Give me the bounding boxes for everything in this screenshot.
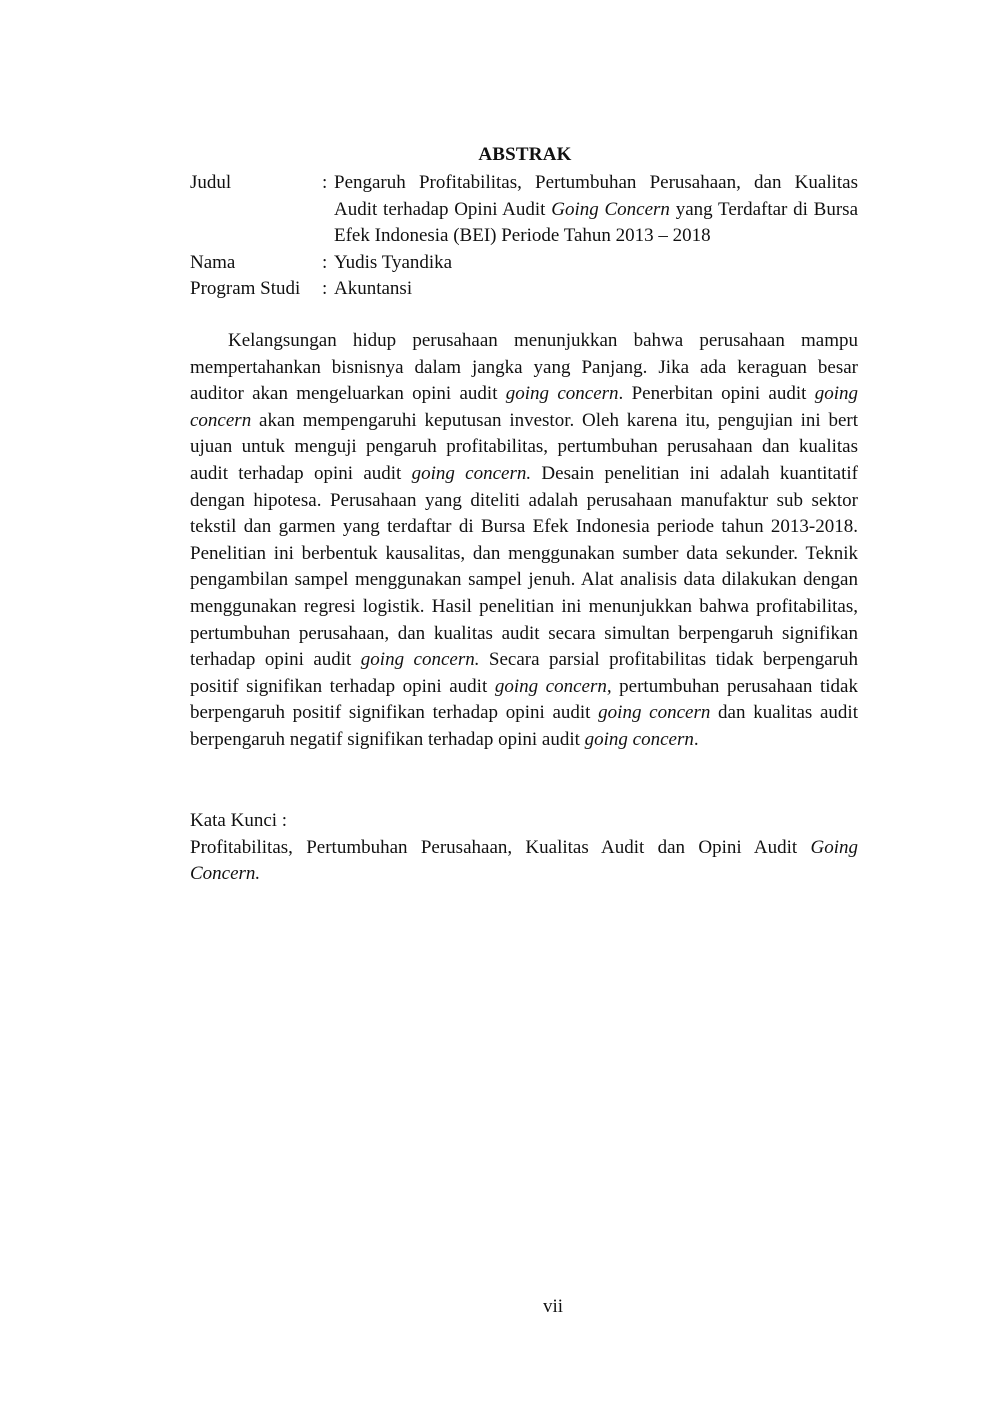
abstract-italic-1: going concern [505,383,619,405]
program-row [190,276,858,303]
abstract-text-5: Secara parsial profitabilitas tidak berpengaruh positif signifikan terhadap opini audit [190,649,858,697]
abstract-text-4: Desain penelitian ini adalah kuantitatif dengan hipotesa. Perusahaan yang diteliti adalah perusahaan manufaktur sub sektor tekstil dan garmen yang terdaftar di Bursa Efek Indonesia periode tahun 2013-2018. Penelitian ini berbentuk kausalitas, dan menggunakan sumber data sekunder. Teknik pengambilan sampel menggunakan sampel jenuh. Alat analisis data dilakukan dengan menggunakan regresi logistik. Hasil penelitian ini menunjukkan bahwa profitabilitas, pertumbuhan perusahaan, dan kualitas audit secara simultan berpengaruh signifikan terhadap opini audit [190,462,858,671]
name-colon: : [322,251,328,273]
name-row [190,250,858,277]
page-number: vii [542,1296,564,1317]
title-label: Judul [190,172,232,193]
keywords-block [190,808,858,888]
title-value-text: Pengaruh Profitabilitas, Pertumbuhan Perusahaan, dan Kualitas Audit terhadap Opini Audit [334,172,858,220]
keywords-label: Kata Kunci : [190,810,288,831]
keywords-italic: Going Concern. [190,836,858,885]
abstract-text-3: akan mempengaruhi keputusan investor. Oleh karena itu, pengujian ini bert ujuan untuk menguji pengaruh profitabilitas, pertumbuhan perusahaan dan kualitas audit terhadap opini audit [190,409,858,484]
abstract-text-6: pertumbuhan perusahaan tidak berpengaruh positif signifikan terhadap opini audit [190,675,858,724]
abstract-paragraph [190,328,858,754]
program-colon: : [322,278,328,299]
title-value-italic: Going Concern [551,198,670,220]
title-colon: : [322,172,328,193]
title-value-text-end: yang Terdaftar di Bursa Efek Indonesia (BEI) Periode Tahun 2013 – 2018 [334,198,858,246]
program-value: Akuntansi [334,278,413,299]
abstract-body [190,328,858,754]
abstract-italic-5: going concern, [494,675,612,697]
abstract-italic-2: going concern [190,383,858,431]
abstract-text-7: dan kualitas audit berpengaruh negatif signifikan terhadap opini audit [190,702,858,750]
keywords-text: Profitabilitas, Pertumbuhan Perusahaan, Kualitas Audit dan Opini Audit [190,836,811,858]
abstract-text-2: . Penerbitan opini audit [618,383,815,405]
abstract-italic-4: going concern. [360,649,480,671]
title-row [190,170,858,250]
name-label: Nama [190,251,236,273]
abstract-italic-7: going concern [584,728,694,750]
abstract-text-1: Kelangsungan hidup perusahaan menunjukkan bahwa perusahaan mampu mempertahankan bisnisnya dalam jangka yang Panjang. Jika ada keraguan besar auditor akan mengeluarkan opini audit [190,330,858,405]
page-title: ABSTRAK [478,144,572,165]
metadata-block [190,170,858,303]
abstract-text-8: . [693,728,699,750]
name-value: Yudis Tyandika [334,251,453,273]
program-label: Program Studi [190,278,301,299]
abstract-italic-6: going concern [598,702,711,724]
abstract-italic-3: going concern. [411,462,532,484]
title-value [334,170,858,250]
